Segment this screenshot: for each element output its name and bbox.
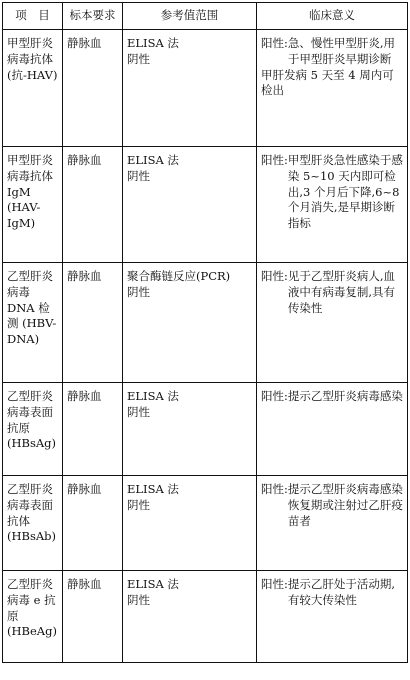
row-sample: 静脉血 <box>63 263 123 383</box>
header-significance: 临床意义 <box>257 3 408 30</box>
row-reference <box>123 383 257 476</box>
row-sample: 静脉血 <box>63 147 123 263</box>
row-reference <box>123 30 257 147</box>
row-sample: 静脉血 <box>63 476 123 571</box>
row-significance <box>257 263 408 383</box>
row-reference-value: 阴性 <box>127 404 150 419</box>
row-significance-lead: 阳性: <box>261 389 288 403</box>
row-significance-lead: 阳性: <box>261 36 288 50</box>
row-significance-lead: 阳性: <box>261 577 288 591</box>
header-item: 项 目 <box>3 3 63 30</box>
row-significance-text: 提示乙型肝炎病毒感染 <box>287 389 403 403</box>
table-row <box>3 263 408 383</box>
row-item: 乙型肝炎病毒表面抗体 (HBsAb) <box>3 476 63 571</box>
row-method: ELISA 法 <box>127 389 179 403</box>
table-row <box>3 476 408 571</box>
row-method: ELISA 法 <box>127 36 179 50</box>
row-reference-value: 阴性 <box>127 592 150 607</box>
row-significance-lead: 阳性: <box>261 153 288 167</box>
row-significance <box>257 571 408 663</box>
row-significance-text: 见于乙型肝炎病人,血液中有病毒复制,具有传染性 <box>287 269 396 315</box>
row-significance <box>257 147 408 263</box>
row-significance-text: 急、慢性甲型肝炎,用于甲型肝炎早期诊断 <box>287 36 396 66</box>
row-reference-value: 阴性 <box>127 497 150 512</box>
table-header-row <box>3 3 408 30</box>
row-significance <box>257 30 408 147</box>
row-reference <box>123 263 257 383</box>
row-item: 乙型肝炎病毒表面抗原 (HBsAg) <box>3 383 63 476</box>
row-sample: 静脉血 <box>63 30 123 147</box>
row-significance-lead: 阳性: <box>261 269 288 283</box>
hepatitis-test-table <box>2 2 408 663</box>
header-reference: 参考值范围 <box>123 3 257 30</box>
row-reference <box>123 476 257 571</box>
row-significance-lead: 阳性: <box>261 482 288 496</box>
row-reference <box>123 571 257 663</box>
row-item: 乙型肝炎病毒 e 抗原 (HBeAg) <box>3 571 63 663</box>
row-significance-extra: 甲肝发病 5 天至 4 周内可检出 <box>261 67 394 98</box>
row-sample: 静脉血 <box>63 383 123 476</box>
row-significance <box>257 476 408 571</box>
row-significance-text: 甲型肝炎急性感染于感染 5~10 天内即可检出,3 个月后下降,6~8 个月消失,是早期诊断指标 <box>287 153 403 231</box>
row-method: ELISA 法 <box>127 577 179 591</box>
table-row <box>3 383 408 476</box>
row-significance-text: 提示乙肝处于活动期,有较大传染性 <box>287 577 396 607</box>
row-reference-value: 阴性 <box>127 51 150 66</box>
header-sample: 标本要求 <box>63 3 123 30</box>
row-method: ELISA 法 <box>127 482 179 496</box>
row-method: 聚合酶链反应(PCR) <box>127 269 231 283</box>
row-reference <box>123 147 257 263</box>
row-significance-text: 提示乙型肝炎病毒感染恢复期或注射过乙肝疫苗者 <box>287 482 403 528</box>
table-row <box>3 571 408 663</box>
row-reference-value: 阴性 <box>127 168 150 183</box>
row-sample: 静脉血 <box>63 571 123 663</box>
row-item: 甲型肝炎病毒抗体 IgM (HAV-IgM) <box>3 147 63 263</box>
table-row <box>3 30 408 147</box>
row-method: ELISA 法 <box>127 153 179 167</box>
table-row <box>3 147 408 263</box>
row-item: 乙型肝炎病毒 DNA 检测 (HBV-DNA) <box>3 263 63 383</box>
row-significance <box>257 383 408 476</box>
row-reference-value: 阴性 <box>127 284 150 299</box>
row-item: 甲型肝炎病毒抗体(抗-HAV) <box>3 30 63 147</box>
